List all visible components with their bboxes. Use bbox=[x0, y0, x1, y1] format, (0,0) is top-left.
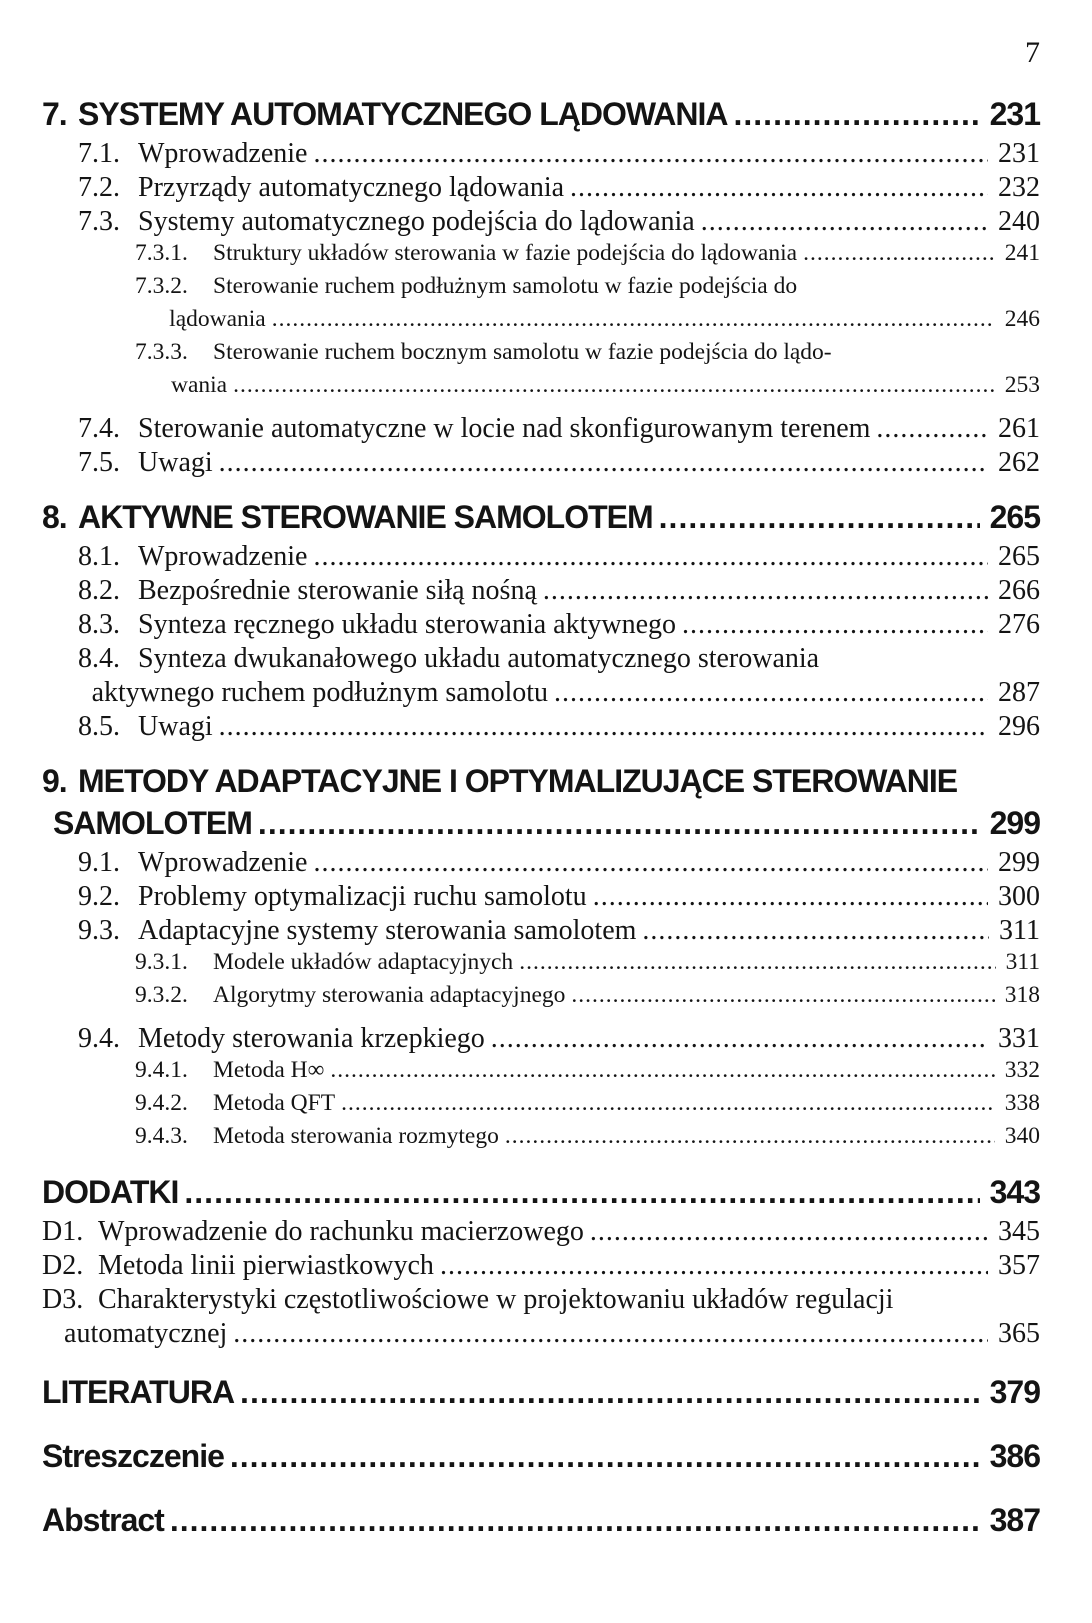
section-title: Adaptacyjne systemy sterowania samolotem bbox=[138, 915, 637, 946]
toc-chapter-9-line1[interactable] bbox=[42, 763, 1040, 805]
section-number: 9.4. bbox=[78, 1023, 120, 1054]
chapter-page: 386 bbox=[989, 1438, 1040, 1474]
chapter-title: DODATKI bbox=[42, 1174, 179, 1210]
appendix-title: Charakterystyki częstotliwościowe w projektowaniu układów regulacji bbox=[98, 1284, 894, 1315]
chapter-number: 9. bbox=[42, 763, 67, 799]
appendix-page: 345 bbox=[998, 1216, 1040, 1247]
toc-subsection-9-4-3[interactable] bbox=[42, 1123, 1040, 1156]
subsection-title-continued: lądowania bbox=[169, 306, 266, 332]
section-number: 7.2. bbox=[78, 172, 120, 203]
dot-leader bbox=[554, 677, 988, 709]
dot-leader bbox=[233, 372, 995, 399]
section-title: Wprowadzenie bbox=[138, 847, 308, 878]
section-title: Synteza ręcznego układu sterowania aktywnego bbox=[138, 609, 677, 640]
section-title: Sterowanie automatyczne w locie nad skonfigurowanym terenem bbox=[138, 413, 871, 444]
section-number: 9.3. bbox=[78, 915, 120, 946]
section-number: 8.2. bbox=[78, 575, 120, 606]
table-of-contents bbox=[42, 90, 1040, 1544]
subsection-page: 246 bbox=[1004, 306, 1040, 332]
subsection-number: 9.4.2. bbox=[135, 1090, 188, 1116]
dot-leader bbox=[491, 1023, 988, 1055]
toc-abstract[interactable] bbox=[42, 1502, 1040, 1544]
subsection-title: Algorytmy sterowania adaptacyjnego bbox=[213, 982, 566, 1008]
section-title-continued: aktywnego ruchem podłużnym samolotu bbox=[91, 677, 549, 708]
section-number: 8.1. bbox=[78, 541, 120, 572]
dot-leader bbox=[682, 609, 988, 641]
subsection-number: 9.3.1. bbox=[135, 949, 188, 975]
chapter-number: 8. bbox=[42, 499, 67, 535]
section-number: 7.5. bbox=[78, 447, 120, 478]
section-page: 299 bbox=[998, 847, 1040, 878]
toc-subsection-9-4-2[interactable] bbox=[42, 1090, 1040, 1123]
subsection-number: 7.3.3. bbox=[135, 339, 188, 365]
dot-leader bbox=[701, 206, 988, 238]
appendix-title: Wprowadzenie do rachunku macierzowego bbox=[98, 1216, 584, 1247]
appendix-page: 357 bbox=[998, 1250, 1040, 1281]
chapter-title: SYSTEMY AUTOMATYCZNEGO LĄDOWANIA bbox=[78, 96, 728, 132]
dot-leader bbox=[184, 1174, 979, 1211]
toc-subsection-7-3-2-line1[interactable] bbox=[42, 273, 1040, 306]
dot-leader bbox=[341, 1090, 995, 1117]
subsection-page: 318 bbox=[1004, 982, 1040, 1008]
section-page: 231 bbox=[998, 138, 1040, 169]
chapter-number: 7. bbox=[42, 96, 67, 132]
subsection-title: Struktury układów sterowania w fazie podejścia do lądowania bbox=[213, 240, 798, 266]
section-number: 7.3. bbox=[78, 206, 120, 237]
toc-section-9-1[interactable] bbox=[42, 847, 1040, 881]
chapter-page: 265 bbox=[989, 499, 1040, 535]
toc-appendix-d1[interactable] bbox=[42, 1216, 1040, 1250]
dot-leader bbox=[219, 711, 988, 743]
page-number: 7 bbox=[1025, 36, 1040, 69]
section-page: 296 bbox=[998, 711, 1040, 742]
section-page: 300 bbox=[998, 881, 1040, 912]
dot-leader bbox=[505, 1123, 995, 1150]
appendix-title: Metoda linii pierwiastkowych bbox=[98, 1250, 434, 1281]
section-page: 266 bbox=[998, 575, 1040, 606]
section-page: 311 bbox=[999, 915, 1040, 946]
section-page: 261 bbox=[998, 413, 1040, 444]
section-page: 287 bbox=[998, 677, 1040, 708]
chapter-page: 231 bbox=[989, 96, 1040, 132]
toc-section-8-4-line1[interactable] bbox=[42, 643, 1040, 677]
dot-leader bbox=[330, 1057, 994, 1084]
toc-section-7-3[interactable] bbox=[42, 206, 1040, 240]
toc-subsection-9-4-1[interactable] bbox=[42, 1057, 1040, 1090]
toc-appendices[interactable] bbox=[42, 1174, 1040, 1216]
subsection-page: 338 bbox=[1004, 1090, 1040, 1116]
toc-section-9-4[interactable] bbox=[42, 1023, 1040, 1057]
toc-section-8-5[interactable] bbox=[42, 711, 1040, 745]
subsection-number: 9.4.3. bbox=[135, 1123, 188, 1149]
toc-section-9-3[interactable] bbox=[42, 915, 1040, 949]
toc-subsection-7-3-3-line2[interactable] bbox=[42, 372, 1040, 405]
subsection-page: 311 bbox=[1005, 949, 1040, 975]
section-page: 331 bbox=[998, 1023, 1040, 1054]
toc-section-8-4-line2[interactable] bbox=[42, 677, 1040, 711]
toc-summary-pl[interactable] bbox=[42, 1438, 1040, 1480]
toc-section-8-3[interactable] bbox=[42, 609, 1040, 643]
dot-leader bbox=[803, 240, 995, 267]
section-number: 7.1. bbox=[78, 138, 120, 169]
subsection-title: Metoda sterowania rozmytego bbox=[213, 1123, 499, 1149]
chapter-title: Abstract bbox=[42, 1502, 164, 1538]
section-number: 8.3. bbox=[78, 609, 120, 640]
chapter-title: LITERATURA bbox=[42, 1374, 235, 1410]
dot-leader bbox=[642, 915, 989, 947]
dot-leader bbox=[313, 847, 988, 879]
dot-leader bbox=[734, 96, 980, 133]
section-title: Metody sterowania krzepkiego bbox=[138, 1023, 485, 1054]
chapter-title: AKTYWNE STEROWANIE SAMOLOTEM bbox=[78, 499, 653, 535]
dot-leader bbox=[240, 1374, 980, 1411]
toc-subsection-9-3-1[interactable] bbox=[42, 949, 1040, 982]
appendix-title-continued: automatycznej bbox=[64, 1318, 228, 1349]
dot-leader bbox=[440, 1250, 988, 1282]
toc-chapter-9-line2[interactable] bbox=[42, 805, 1040, 847]
toc-chapter-8[interactable] bbox=[42, 499, 1040, 541]
section-title: Przyrządy automatycznego lądowania bbox=[138, 172, 565, 203]
subsection-page: 340 bbox=[1004, 1123, 1040, 1149]
dot-leader bbox=[659, 499, 980, 536]
appendix-number: D2. bbox=[42, 1250, 84, 1281]
toc-appendix-d3-line2[interactable] bbox=[42, 1318, 1040, 1352]
section-page: 240 bbox=[998, 206, 1040, 237]
section-number: 9.2. bbox=[78, 881, 120, 912]
toc-subsection-7-3-3-line1[interactable] bbox=[42, 339, 1040, 372]
appendix-number: D3. bbox=[42, 1284, 84, 1315]
toc-section-7-2[interactable] bbox=[42, 172, 1040, 206]
toc-section-8-1[interactable] bbox=[42, 541, 1040, 575]
subsection-title: Sterowanie ruchem podłużnym samolotu w fazie podejścia do bbox=[213, 273, 798, 299]
dot-leader bbox=[593, 881, 988, 913]
toc-bibliography[interactable] bbox=[42, 1374, 1040, 1416]
dot-leader bbox=[313, 541, 988, 573]
subsection-page: 332 bbox=[1004, 1057, 1040, 1083]
appendix-number: D1. bbox=[42, 1216, 84, 1247]
section-title: Wprowadzenie bbox=[138, 541, 308, 572]
chapter-title: METODY ADAPTACYJNE I OPTYMALIZUJĄCE STEROWANIE bbox=[78, 763, 958, 799]
toc-section-8-2[interactable] bbox=[42, 575, 1040, 609]
chapter-page: 343 bbox=[989, 1174, 1040, 1210]
subsection-number: 7.3.1. bbox=[135, 240, 188, 266]
toc-subsection-7-3-2-line2[interactable] bbox=[42, 306, 1040, 339]
subsection-title: Sterowanie ruchem bocznym samolotu w fazie podejścia do lądo- bbox=[213, 339, 832, 365]
section-title: Problemy optymalizacji ruchu samolotu bbox=[138, 881, 587, 912]
section-number: 7.4. bbox=[78, 413, 120, 444]
subsection-title: Metoda QFT bbox=[213, 1090, 336, 1116]
section-title: Systemy automatycznego podejścia do lądowania bbox=[138, 206, 695, 237]
appendix-page: 365 bbox=[998, 1318, 1040, 1349]
dot-leader bbox=[543, 575, 988, 607]
dot-leader bbox=[233, 1318, 988, 1350]
dot-leader bbox=[313, 138, 988, 170]
dot-leader bbox=[876, 413, 988, 445]
section-number: 9.1. bbox=[78, 847, 120, 878]
dot-leader bbox=[230, 1438, 980, 1475]
dot-leader bbox=[571, 982, 994, 1009]
section-title: Synteza dwukanałowego układu automatycznego sterowania bbox=[138, 643, 820, 674]
section-title: Uwagi bbox=[138, 711, 213, 742]
subsection-number: 9.3.2. bbox=[135, 982, 188, 1008]
section-title: Uwagi bbox=[138, 447, 213, 478]
dot-leader bbox=[519, 949, 995, 976]
dot-leader bbox=[170, 1502, 980, 1539]
toc-subsection-9-3-2[interactable] bbox=[42, 982, 1040, 1015]
dot-leader bbox=[570, 172, 988, 204]
section-page: 262 bbox=[998, 447, 1040, 478]
toc-appendix-d2[interactable] bbox=[42, 1250, 1040, 1284]
dot-leader bbox=[258, 805, 980, 842]
toc-section-7-1[interactable] bbox=[42, 138, 1040, 172]
chapter-page: 387 bbox=[989, 1502, 1040, 1538]
dot-leader bbox=[590, 1216, 988, 1248]
chapter-title-continued: SAMOLOTEM bbox=[52, 805, 252, 841]
section-page: 232 bbox=[998, 172, 1040, 203]
subsection-page: 253 bbox=[1004, 372, 1040, 398]
toc-section-7-4[interactable] bbox=[42, 413, 1040, 447]
section-title: Bezpośrednie sterowanie siłą nośną bbox=[138, 575, 537, 606]
toc-section-9-2[interactable] bbox=[42, 881, 1040, 915]
dot-leader bbox=[272, 306, 995, 333]
section-number: 8.4. bbox=[78, 643, 120, 674]
subsection-title-continued: wania bbox=[171, 372, 228, 398]
toc-section-7-5[interactable] bbox=[42, 447, 1040, 481]
chapter-page: 379 bbox=[989, 1374, 1040, 1410]
subsection-title: Metoda H∞ bbox=[213, 1057, 325, 1083]
subsection-number: 9.4.1. bbox=[135, 1057, 188, 1083]
chapter-page: 299 bbox=[989, 805, 1040, 841]
toc-chapter-7[interactable] bbox=[42, 96, 1040, 138]
section-title: Wprowadzenie bbox=[138, 138, 308, 169]
section-page: 276 bbox=[998, 609, 1040, 640]
section-number: 8.5. bbox=[78, 711, 120, 742]
toc-appendix-d3-line1[interactable] bbox=[42, 1284, 1040, 1318]
section-page: 265 bbox=[998, 541, 1040, 572]
chapter-title: Streszczenie bbox=[42, 1438, 224, 1474]
dot-leader bbox=[219, 447, 988, 479]
subsection-page: 241 bbox=[1004, 240, 1040, 266]
subsection-title: Modele układów adaptacyjnych bbox=[213, 949, 514, 975]
subsection-number: 7.3.2. bbox=[135, 273, 188, 299]
toc-subsection-7-3-1[interactable] bbox=[42, 240, 1040, 273]
